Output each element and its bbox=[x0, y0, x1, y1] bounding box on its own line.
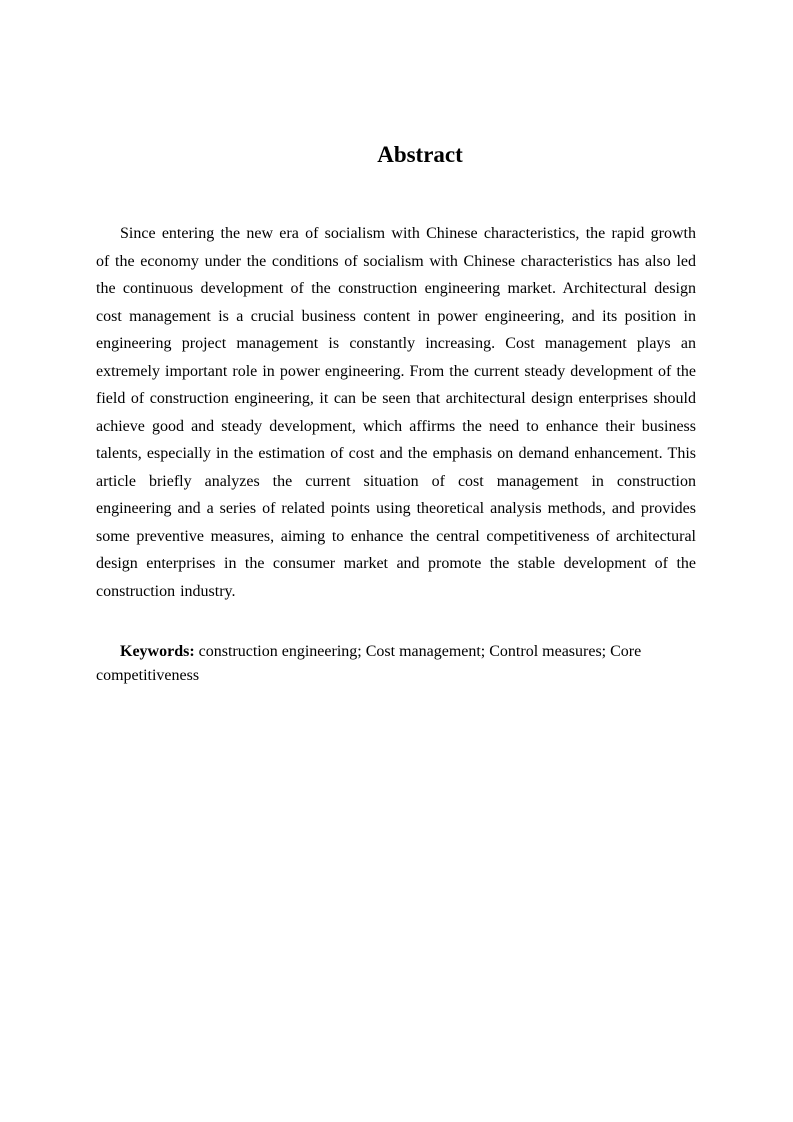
keywords-label: Keywords: bbox=[120, 643, 195, 660]
keywords-text: construction engineering; Cost management; Control measures; Core competitiveness bbox=[96, 643, 642, 684]
page-title: Abstract bbox=[377, 142, 463, 167]
keywords-line bbox=[96, 640, 696, 688]
abstract-paragraph: Since entering the new era of socialism with Chinese characteristics, the rapid growth of the economy under the conditions of socialism with Chinese characteristics has also led the continuous development of the construction engineering market. Architectural design cost management is a crucial business content in power engineering, and its position in engineering project management is constantly increasing. Cost management plays an extremely important role in power engineering. From the current steady development of the field of construction engineering, it can be seen that architectural design enterprises should achieve good and steady development, which affirms the need to enhance their business talents, especially in the estimation of cost and the emphasis on demand enhancement. This article briefly analyzes the current situation of cost management in construction engineering and a series of related points using theoretical analysis methods, and provides some preventive measures, aiming to enhance the central competitiveness of architectural design enterprises in the consumer market and promote the stable development of the construction industry. bbox=[96, 225, 696, 600]
